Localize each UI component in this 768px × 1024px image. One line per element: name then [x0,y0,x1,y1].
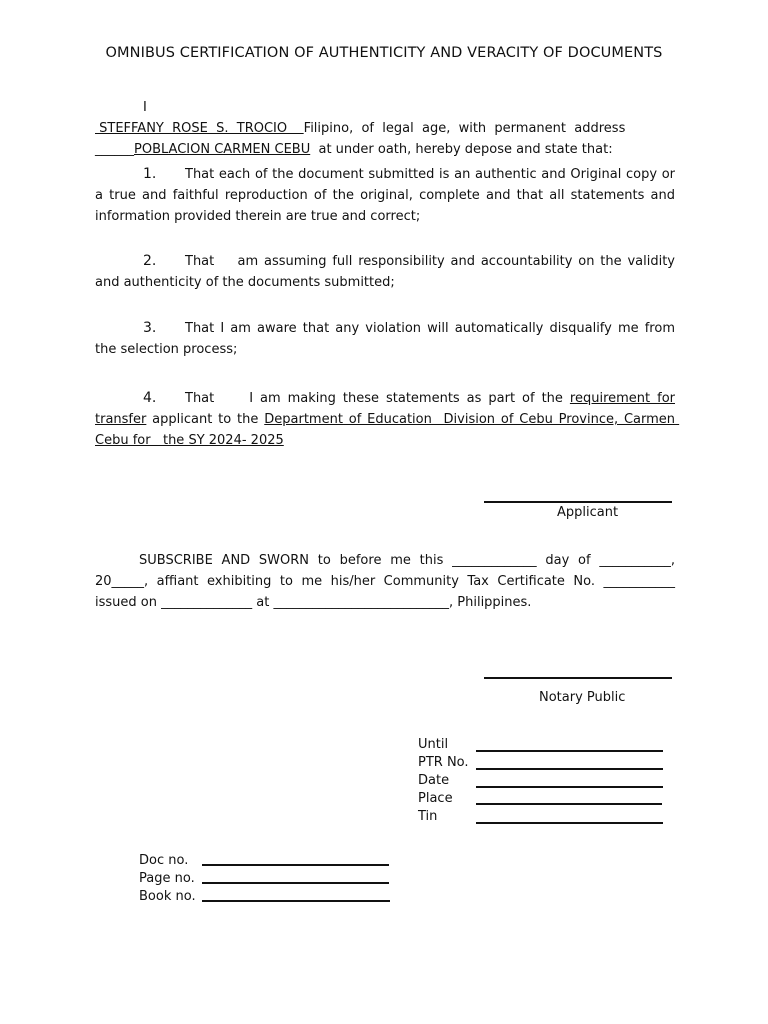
sworn-text-1: SUBSCRIBE AND SWORN to before me this [139,553,444,568]
item-number: 4. [143,390,157,406]
item-text-a: That I am making these statements as part of the [185,391,570,406]
item-text-b: applicant to the [146,412,265,427]
statement-item-3 [95,318,675,360]
sworn-text-6: Philippines. [457,595,532,610]
statement-item-1 [95,164,675,227]
item-number: 1. [143,166,157,182]
applicant-signature-line [484,501,672,503]
item-number: 3. [143,320,157,336]
doc-field-doc-no: Doc no. [139,853,189,868]
sworn-blank-ctc: ___________ [603,574,675,589]
sworn-blank-date: ______________ [161,595,253,610]
notary-field-until-line [476,750,663,752]
doc-field-doc-no-line [202,864,389,866]
permanent-address: POBLACION CARMEN CEBU [134,142,311,157]
affiant-name: STEFFANY ROSE S. TROCIO [95,121,304,136]
notary-field-place-line [476,803,662,805]
notary-field-ptr: PTR No. [418,755,469,770]
doc-field-page-no: Page no. [139,871,195,886]
sworn-text-2: day of [545,553,591,568]
sworn-text-4: issued on [95,595,157,610]
sworn-blank-month: ___________, [599,553,675,568]
notary-field-until: Until [418,737,449,752]
applicant-label: Applicant [557,505,619,520]
doc-field-book-no: Book no. [139,889,196,904]
notary-field-date: Date [418,773,450,788]
notary-public-label: Notary Public [539,690,626,705]
sworn-blank-place: ___________________________, [273,595,454,610]
notary-field-tin: Tin [418,809,438,824]
notary-field-place: Place [418,791,453,806]
item-number: 2. [143,253,157,269]
notary-field-date-line [476,786,663,788]
document-title: OMNIBUS CERTIFICATION OF AUTHENTICITY AND VERACITY OF DOCUMENTS [105,45,663,61]
transfer-requirement: requirement for transfer [95,391,675,427]
intro-prefix: I [143,100,147,115]
address-lead: ______ [95,142,134,157]
deped-division: Department of Education Division of Cebu Province, Carmen Cebu for the SY 2024- 2025 [95,412,680,448]
doc-field-book-no-line [202,900,390,902]
intro-after-address: at under oath, hereby depose and state that: [310,142,613,157]
statement-item-2 [95,251,680,293]
sworn-text-5: at [256,595,270,610]
item-text: That am assuming full responsibility and accountability on the validity and authenticity of the documents submitted; [95,254,680,290]
notary-field-ptr-line [476,768,663,770]
intro-paragraph [95,97,675,160]
notary-field-tin-line [476,822,663,824]
doc-field-page-no-line [202,882,389,884]
sworn-blank-day: _____________ [452,553,537,568]
sworn-paragraph [95,550,675,613]
item-text: That each of the document submitted is an authentic and Original copy or a true and faithful reproduction of the original, complete and that all statements and information provided therein are true and correct; [95,167,675,224]
statement-item-4 [95,388,680,451]
sworn-text-3: 20_____, affiant exhibiting to me his/her Community Tax Certificate No. [95,574,595,589]
notary-signature-line [484,677,672,679]
item-text: That I am aware that any violation will automatically disqualify me from the selection process; [95,321,675,357]
intro-after-name: Filipino, of legal age, with permanent address [303,121,626,136]
